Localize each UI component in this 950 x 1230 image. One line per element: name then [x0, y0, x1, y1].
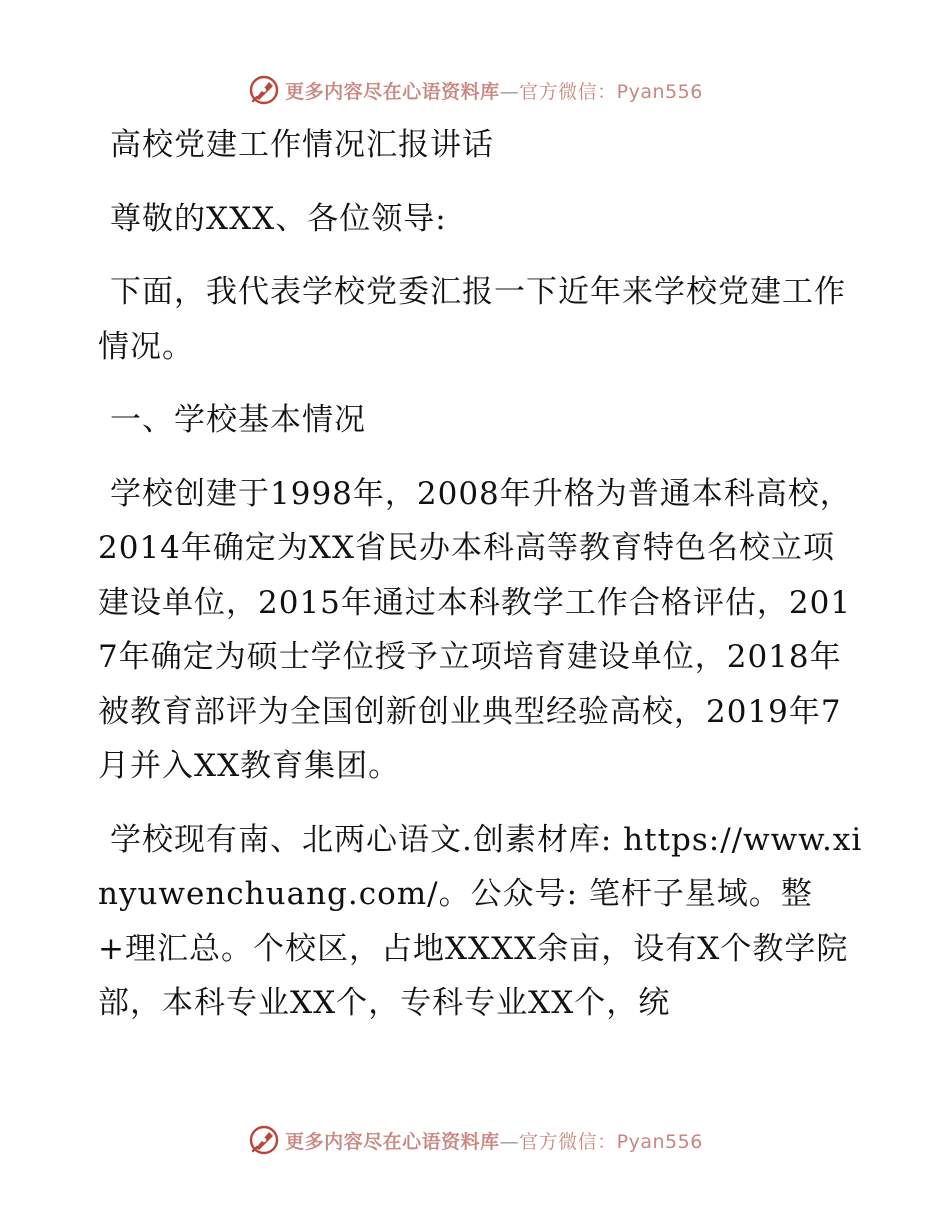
header-watermark [0, 70, 950, 110]
header-brand-text: 更多内容尽在心语资料库 [285, 80, 500, 103]
section-heading: 一、学校基本情况 [110, 402, 366, 438]
footer-brand-text: 更多内容尽在心语资料库 [285, 1130, 500, 1153]
document-title: 高校党建工作情况汇报讲话 [110, 127, 494, 163]
paragraph-intro: 下面，我代表学校党委汇报一下近年来学校党建工作情况。 [98, 274, 846, 365]
pen-nib-logo-icon [247, 1123, 281, 1157]
paragraph-campus: 学校现有南、北两心语文.创素材库: https://www.xinyuwenchuang.com/。公众号: 笔杆子星域。整+理汇总。个校区，占地XXXX余亩，设有X个教学院部，本科专业XX个，专科专业XX个，统 [98, 821, 863, 1021]
footer-separator: — [499, 1130, 520, 1153]
salutation: 尊敬的XXX、各位领导: [110, 200, 447, 237]
pen-nib-logo-icon [247, 73, 281, 107]
footer-wechat-text: 官方微信：Pyan556 [519, 1130, 703, 1153]
footer-watermark [0, 1120, 950, 1160]
paragraph-history: 学校创建于1998年，2008年升格为普通本科高校，2014年确定为XX省民办本科高等教育特色名校立项建设单位，2015年通过本科教学工作合格评估，2017年确定为硕士学位授予立项培育建设单位，2018年被教育部评为全国创新创业典型经验高校，2019年7月并入XX教育集团。 [98, 475, 852, 784]
document-body [98, 118, 866, 1031]
header-separator: — [499, 80, 520, 103]
header-wechat-text: 官方微信：Pyan556 [519, 80, 703, 103]
